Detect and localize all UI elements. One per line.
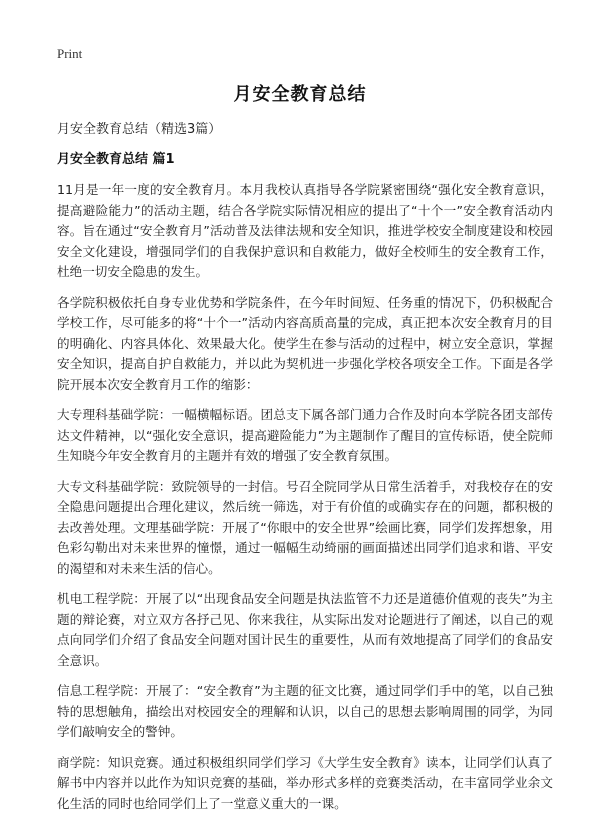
document-subtitle: 月安全教育总结（精选3篇） (57, 122, 222, 137)
paragraph-overview: 各学院积极依托自身专业优势和学院条件，在今年时间短、任务重的情况下，仍积极配合学校工作，尽可能多的将“十个一”活动内容高质高量的完成，真正把本次安全教育月的目的明确化、内容具体化、效果最大化。使学生在参与活动的过程中，树立安全意识，掌握安全知识，提高自护自救能力，并以此为契机进一步强化学校各项安全工作。下面是各学院开展本次安全教育月工作的缩影： (57, 294, 553, 392)
print-label: Print (57, 46, 83, 61)
paragraph-intro: 11月是一年一度的安全教育月。本月我校认真指导各学院紧密围绕“强化安全教育意识，提高避险能力”的活动主题，结合各学院实际情况相应的提出了“十个一”安全教育活动内容。旨在通过“安全教育月”活动普及法律法规和安全知识，推进学校安全制度建设和校园安全文化建设，增强同学们的自我保护意识和自救能力，做好全校师生的安全教育工作，杜绝一切安全隐患的发生。 (57, 182, 553, 279)
paragraph-mechatronics-college: 机电工程学院：开展了以“出现食品安全问题是执法监管不力还是道德价值观的丧失”为主题的辩论赛，对立双方各抒己见、你来我往，从实际出发对论题进行了阐述，以自己的观点向同学们介绍了食品安全问题对国计民生的重要性，从而有效地提高了同学们的食品安全意识。 (57, 591, 553, 668)
paragraph-information-college: 信息工程学院：开展了：“安全教育”为主题的征文比赛，通过同学们手中的笔，以自己独特的思想触角，描绘出对校园安全的理解和认识，以自己的思想去影响周围的同学，为同学们敲响安全的警钟。 (57, 683, 553, 739)
paragraph-science-college: 大专理科基础学院：一幅横幅标语。团总支下属各部门通力合作及时向本学院各团支部传达文件精神，以“强化安全意识，提高避险能力”为主题制作了醒目的宣传标语，使全院师生知晓今年安全教育月的主题并有效的增强了安全教育氛围。 (57, 407, 553, 463)
section-heading: 月安全教育总结 篇1 (57, 152, 175, 167)
paragraph-arts-college: 大专文科基础学院：致院领导的一封信。号召全院同学从日常生活着手，对我校存在的安全隐患问题提出合理化建议，然后统一筛选，对于有价值的或确实存在的问题，都积极的去改善处理。文理基础学院：开展了“你眼中的安全世界”绘画比赛，同学们发挥想象，用色彩勾勒出对未来世界的憧憬，通过一幅幅生动绮丽的画面描述出同学们追求和谐、平安的渴望和对未来生活的信心。 (57, 478, 553, 576)
paragraph-business-college: 商学院：知识竞赛。通过积极组织同学们学习《大学生安全教育》读本，让同学们认真了解书中内容并以此作为知识竞赛的基础，举办形式多样的竞赛类活动，在丰富同学业余文化生活的同时也给同学们上了一堂意义重大的一课。 (57, 754, 553, 811)
document-body (57, 120, 553, 824)
document-title: 月安全教育总结 (233, 84, 367, 105)
